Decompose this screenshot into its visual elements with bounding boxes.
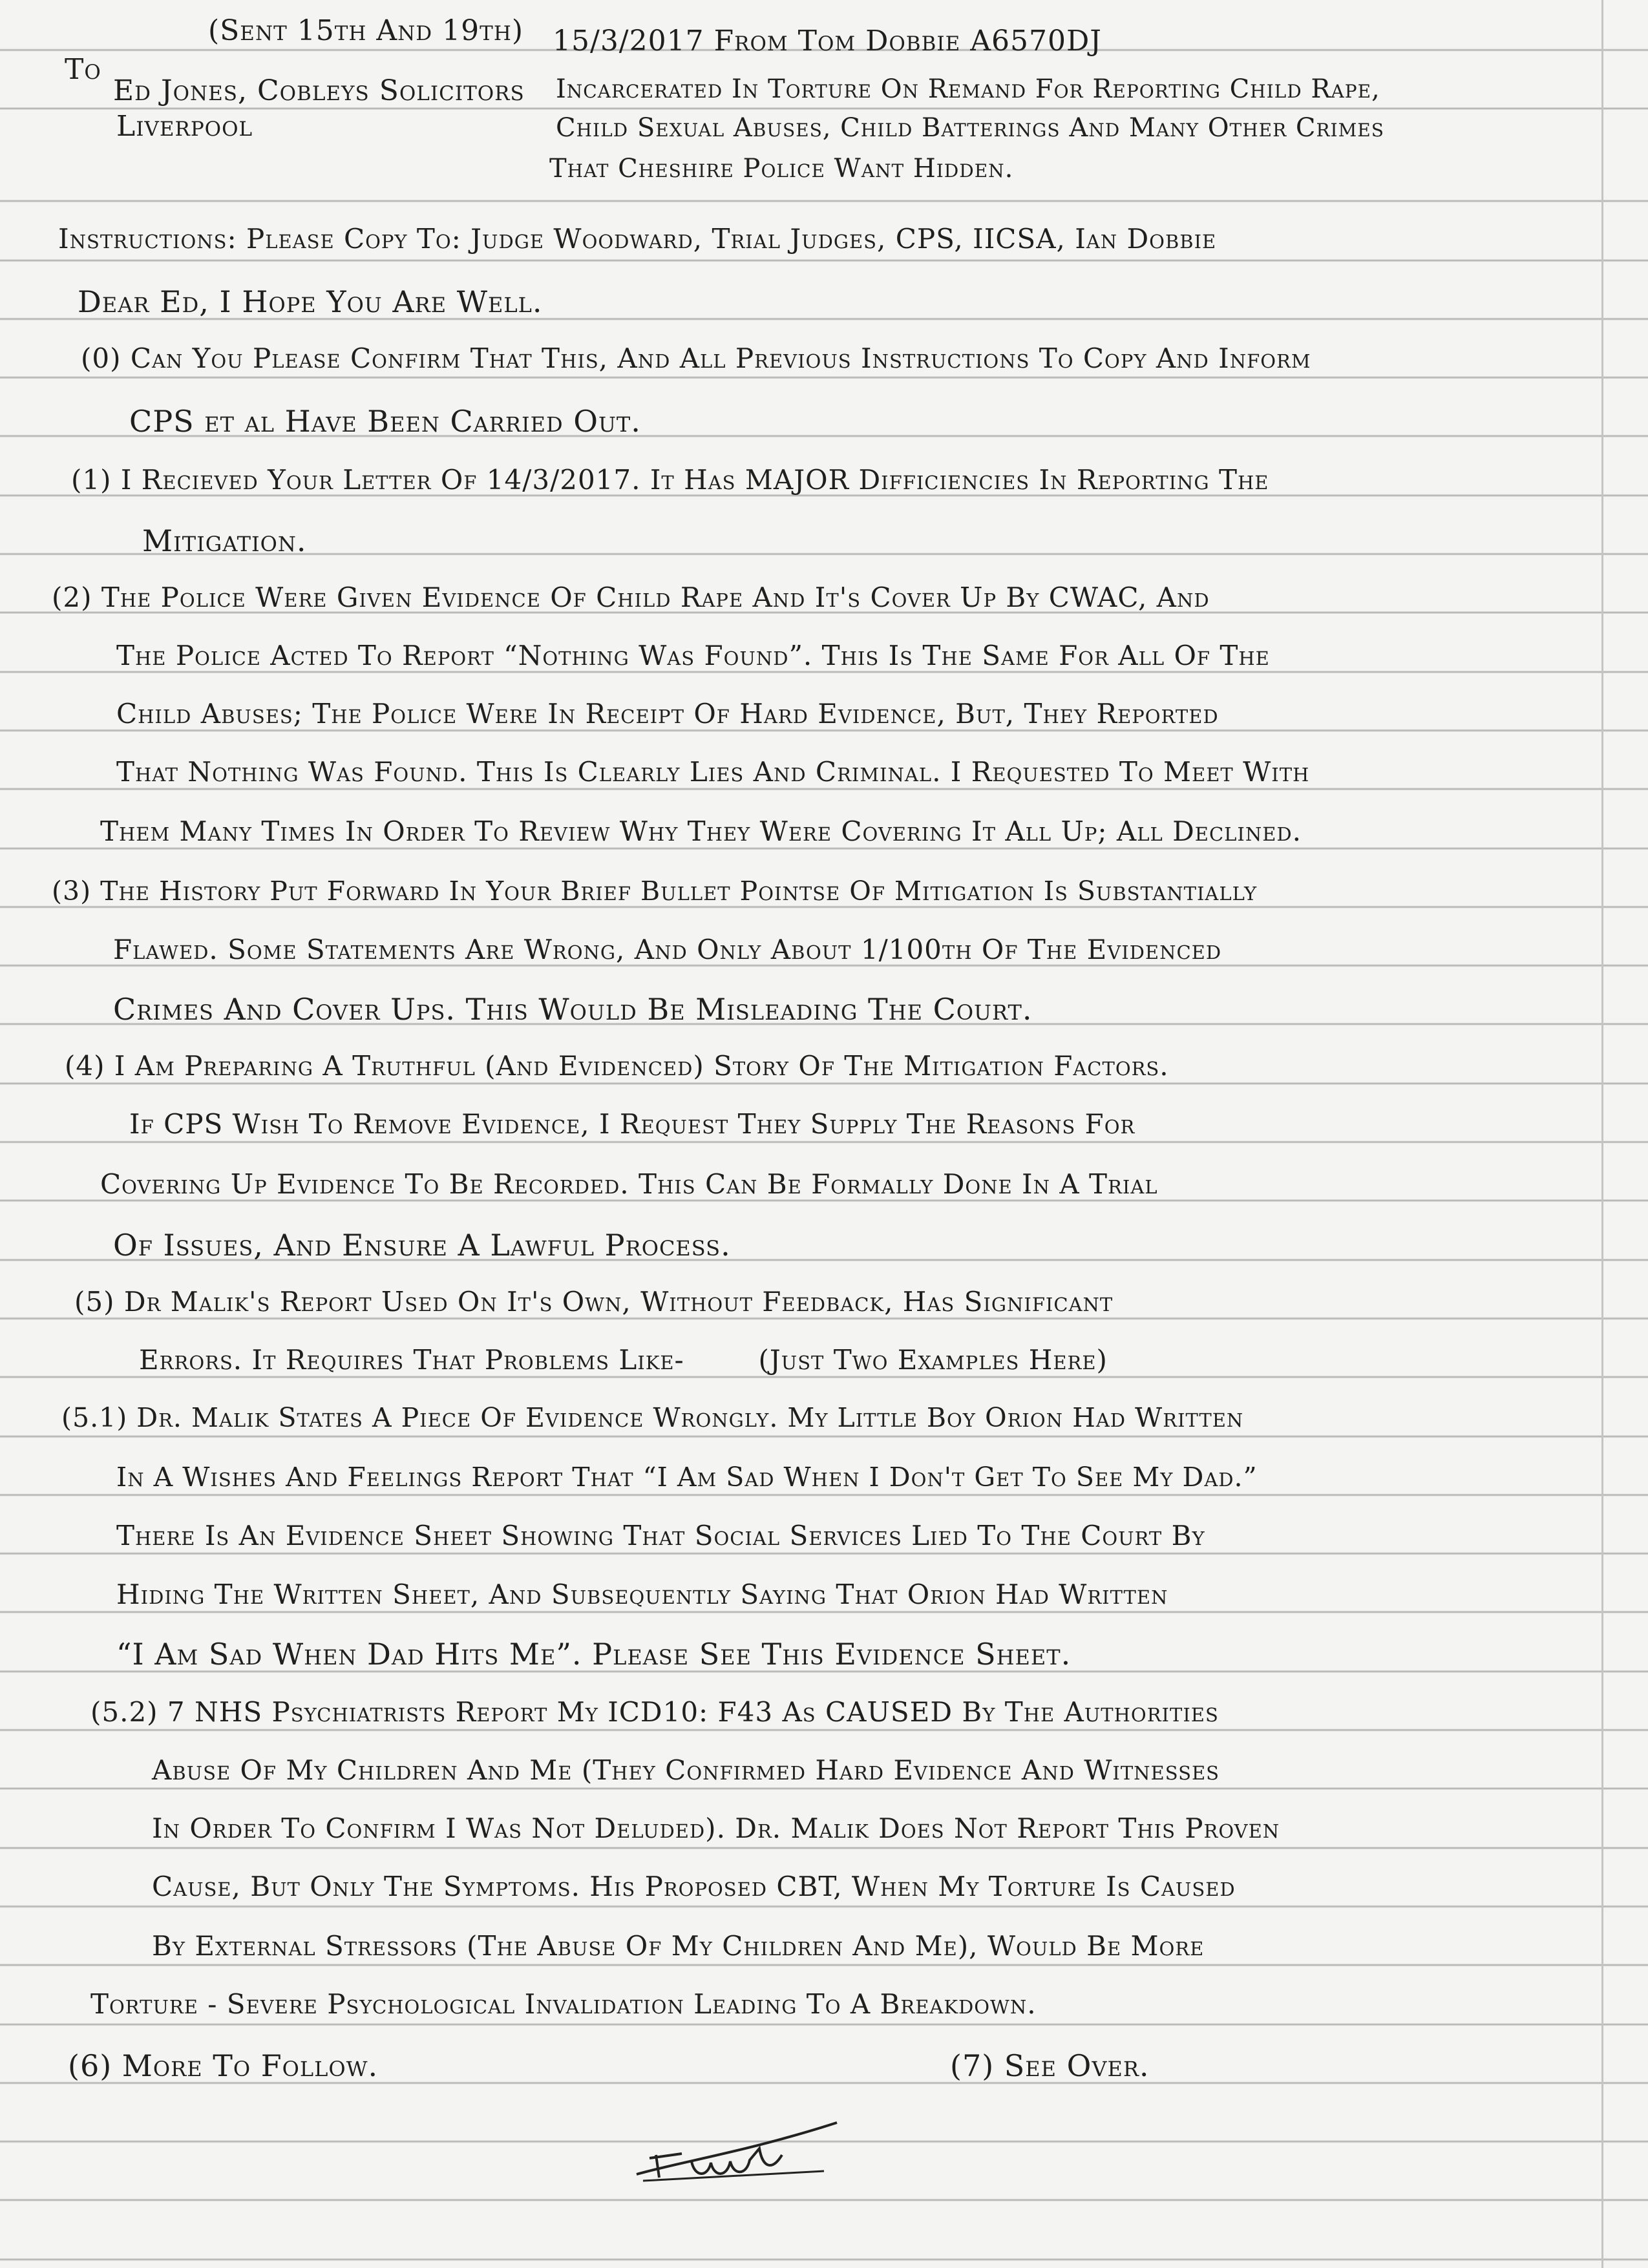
point-5-2-line-5: By External Stressors (The Abuse Of My Children And Me), Would Be More <box>152 1930 1205 1962</box>
recipient-name: Ed Jones, Cobleys Solicitors <box>113 74 525 107</box>
point-7: (7) See Over. <box>950 2048 1150 2083</box>
point-5-1-line-5: “I Am Sad When Dad Hits Me”. Please See This Evidence Sheet. <box>116 1637 1072 1672</box>
point-5-1-line-2: In A Wishes And Feelings Report That “I Am Sad When I Don't Get To See My Dad.” <box>116 1462 1258 1493</box>
incarcerated-line-1: Incarcerated In Torture On Remand For Reporting Child Rape, <box>556 74 1380 104</box>
point-0-line-2: CPS et al Have Been Carried Out. <box>129 404 641 439</box>
point-2-line-4: That Nothing Was Found. This Is Clearly Lies And Criminal. I Requested To Meet With <box>116 756 1310 788</box>
point-5-1-line-4: Hiding The Written Sheet, And Subsequently Saying That Orion Had Written <box>116 1579 1168 1610</box>
point-1-line-2: Mitigation. <box>142 523 307 558</box>
point-5-2-line-3: In Order To Confirm I Was Not Deluded). Dr. Malik Does Not Report This Proven <box>152 1812 1280 1844</box>
point-5-1-line-1: (5.1) Dr. Malik States A Piece Of Evidence Wrongly. My Little Boy Orion Had Written <box>61 1402 1244 1433</box>
point-5-2-line-4: Cause, But Only The Symptoms. His Proposed CBT, When My Torture Is Caused <box>152 1871 1236 1902</box>
incarcerated-line-3: That Cheshire Police Want Hidden. <box>549 154 1014 184</box>
point-5-line-2: Errors. It Requires That Problems Like- (Just Two Examples Here) <box>139 1344 1108 1376</box>
point-5-2-line-2: Abuse Of My Children And Me (They Confirmed Hard Evidence And Witnesses <box>152 1754 1220 1786</box>
point-3-line-3: Crimes And Cover Ups. This Would Be Misleading The Court. <box>113 992 1033 1027</box>
recipient-city: Liverpool <box>116 110 253 143</box>
point-3-line-1: (3) The History Put Forward In Your Brief Bullet Pointse Of Mitigation Is Substantially <box>52 876 1258 907</box>
point-0-line-1: (0) Can You Please Confirm That This, And All Previous Instructions To Copy And Inform <box>81 342 1311 374</box>
point-5-1-line-3: There Is An Evidence Sheet Showing That Social Services Lied To The Court By <box>116 1520 1205 1551</box>
point-4-line-2: If CPS Wish To Remove Evidence, I Request They Supply The Reasons For <box>129 1108 1136 1140</box>
to-label: To <box>65 53 101 86</box>
point-2-line-2: The Police Acted To Report “Nothing Was Found”. This Is The Same For All Of The <box>116 640 1270 671</box>
greeting: Dear Ed, I Hope You Are Well. <box>78 284 543 319</box>
point-1-line-1: (1) I Recieved Your Letter Of 14/3/2017. It Has MAJOR Difficiencies In Reporting The <box>71 464 1269 496</box>
point-4-line-3: Covering Up Evidence To Be Recorded. This Can Be Formally Done In A Trial <box>100 1168 1158 1200</box>
point-5-line-1: (5) Dr Malik's Report Used On It's Own, Without Feedback, Has Significant <box>74 1286 1114 1318</box>
point-2-line-1: (2) The Police Were Given Evidence Of Child Rape And It's Cover Up By CWAC, And <box>52 582 1210 613</box>
incarcerated-line-2: Child Sexual Abuses, Child Batterings And Many Other Crimes <box>556 113 1384 143</box>
point-5-2-line-1: (5.2) 7 NHS Psychiatrists Report My ICD10: F43 As CAUSED By The Authorities <box>90 1696 1219 1728</box>
date-from: 15/3/2017 From Tom Dobbie A6570DJ <box>553 25 1102 58</box>
point-4-line-4: Of Issues, And Ensure A Lawful Process. <box>113 1228 731 1263</box>
point-3-line-2: Flawed. Some Statements Are Wrong, And Only About 1/100th Of The Evidenced <box>113 934 1222 965</box>
point-5-2-line-6: Torture - Severe Psychological Invalidation Leading To A Breakdown. <box>90 1988 1037 2020</box>
point-4-line-1: (4) I Am Preparing A Truthful (And Evidenced) Story Of The Mitigation Factors. <box>65 1050 1169 1082</box>
point-2-line-5: Them Many Times In Order To Review Why They Were Covering It All Up; All Declined. <box>100 815 1302 847</box>
point-6: (6) More To Follow. <box>68 2048 379 2083</box>
point-2-line-3: Child Abuses; The Police Were In Receipt Of Hard Evidence, But, They Reported <box>116 698 1219 730</box>
sent-note: (Sent 15th And 19th) <box>208 14 524 47</box>
handwritten-signature <box>630 2116 843 2187</box>
instructions-line: Instructions: Please Copy To: Judge Woodward, Trial Judges, CPS, IICSA, Ian Dobbie <box>58 223 1217 255</box>
